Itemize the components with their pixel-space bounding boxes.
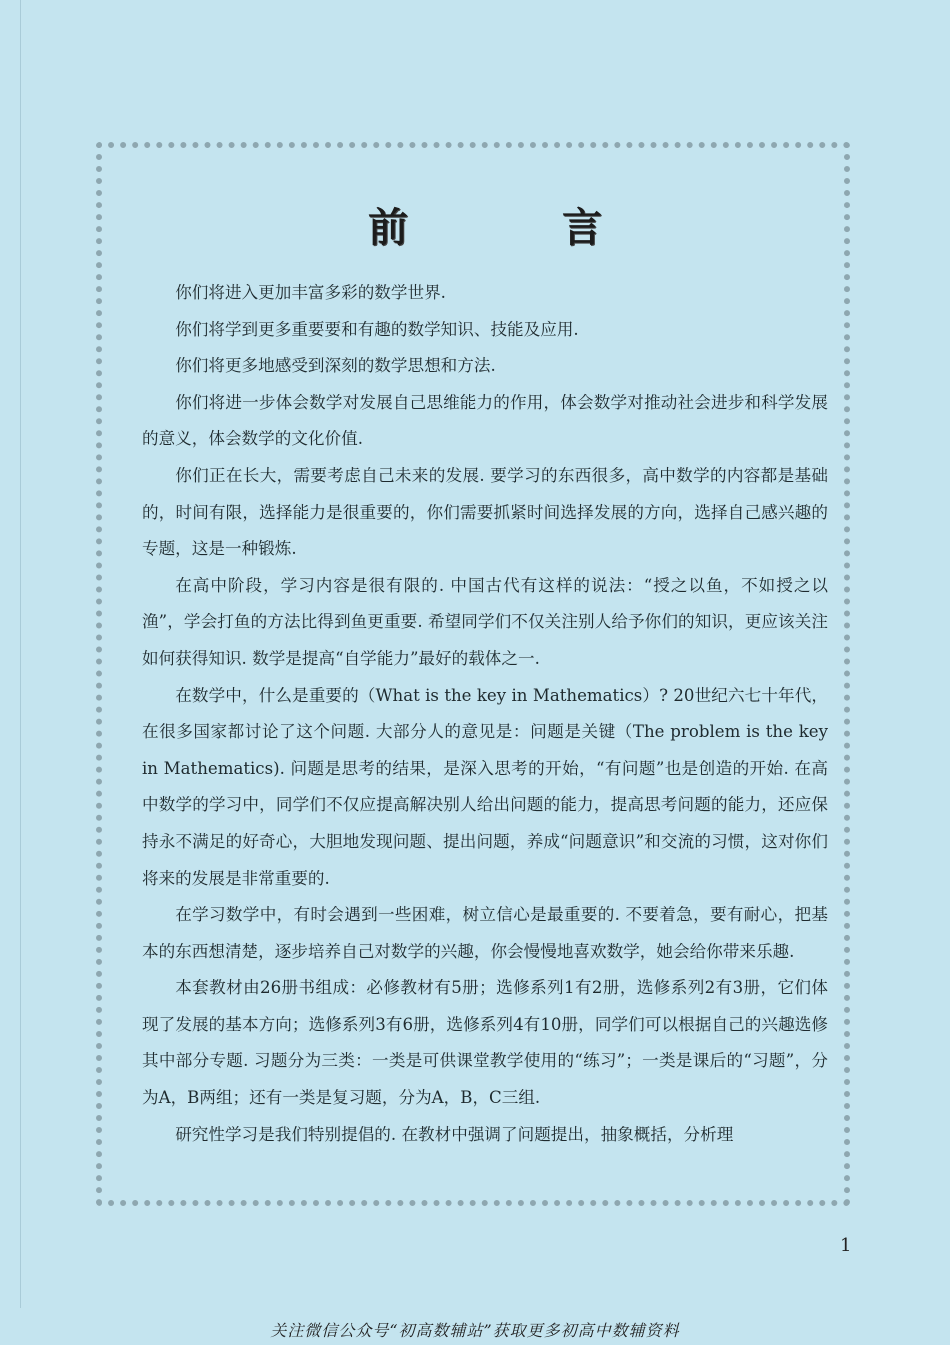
preface-body	[142, 196, 828, 1190]
preface-frame	[96, 142, 850, 1206]
paragraph-6: 在高中阶段，学习内容是很有限的. 中国古代有这样的说法：“授之以鱼，不如授之以渔”，学会打鱼的方法比得到鱼更重要. 希望同学们不仅关注别人给予你们的知识，更应该关注如何获得知识. 数学是提高“自学能力”最好的载体之一.	[142, 575, 828, 668]
paragraph-8: 在学习数学中，有时会遇到一些困难，树立信心是最重要的. 不要着急，要有耐心，把基本的东西想清楚，逐步培养自己对数学的兴趣，你会慢慢地喜欢数学，她会给你带来乐趣.	[142, 905, 828, 961]
paragraph-9: 本套教材由26册书组成：必修教材有5册；选修系列1有2册，选修系列2有3册，它们体现了发展的基本方向；选修系列3有6册，选修系列4有10册，同学们可以根据自己的兴趣选修其中部分专题. 习题分为三类：一类是可供课堂教学使用的“练习”；一类是课后的“习题”，分为A，B两组；还有一类是复习题，分为A，B，C三组.	[142, 978, 828, 1108]
paragraph-7: 在数学中，什么是重要的（What is the key in Mathematics）? 20世纪六七十年代，在很多国家都讨论了这个问题. 大部分人的意见是：问题是关键（The problem is the key in Mathematics). 问题是思考的结果，是深入思考的开始，“有问题”也是创造的开始. 在高中数学的学习中，同学们不仅应提高解决别人给出问题的能力，提高思考问题的能力，还应保持永不满足的好奇心，大胆地发现问题、提出问题，养成“问题意识”和交流的习惯，这对你们将来的发展是非常重要的.	[142, 685, 828, 888]
paragraph-10: 研究性学习是我们特别提倡的. 在教材中强调了问题提出，抽象概括，分析理	[175, 1124, 734, 1144]
page-title: 前 言	[368, 204, 672, 251]
paragraph-4: 你们将进一步体会数学对发展自己思维能力的作用，体会数学对推动社会进步和科学发展的意义，体会数学的文化价值.	[142, 392, 828, 449]
footer-note: 关注微信公众号“初高数辅站”获取更多初高中数辅资料	[270, 1321, 680, 1340]
page-number: 1	[840, 1235, 852, 1256]
paragraph-3: 你们将更多地感受到深刻的数学思想和方法.	[175, 356, 496, 376]
paragraph-5: 你们正在长大，需要考虑自己未来的发展. 要学习的东西很多，高中数学的内容都是基础的，时间有限，选择能力是很重要的，你们需要抓紧时间选择发展的方向，选择自己感兴趣的专题，这是一种锻炼.	[142, 465, 828, 559]
paragraph-1: 你们将进入更加丰富多彩的数学世界.	[175, 283, 446, 302]
paragraph-2: 你们将学到更多重要要和有趣的数学知识、技能及应用.	[175, 319, 579, 339]
page-fold-line	[20, 0, 21, 1308]
